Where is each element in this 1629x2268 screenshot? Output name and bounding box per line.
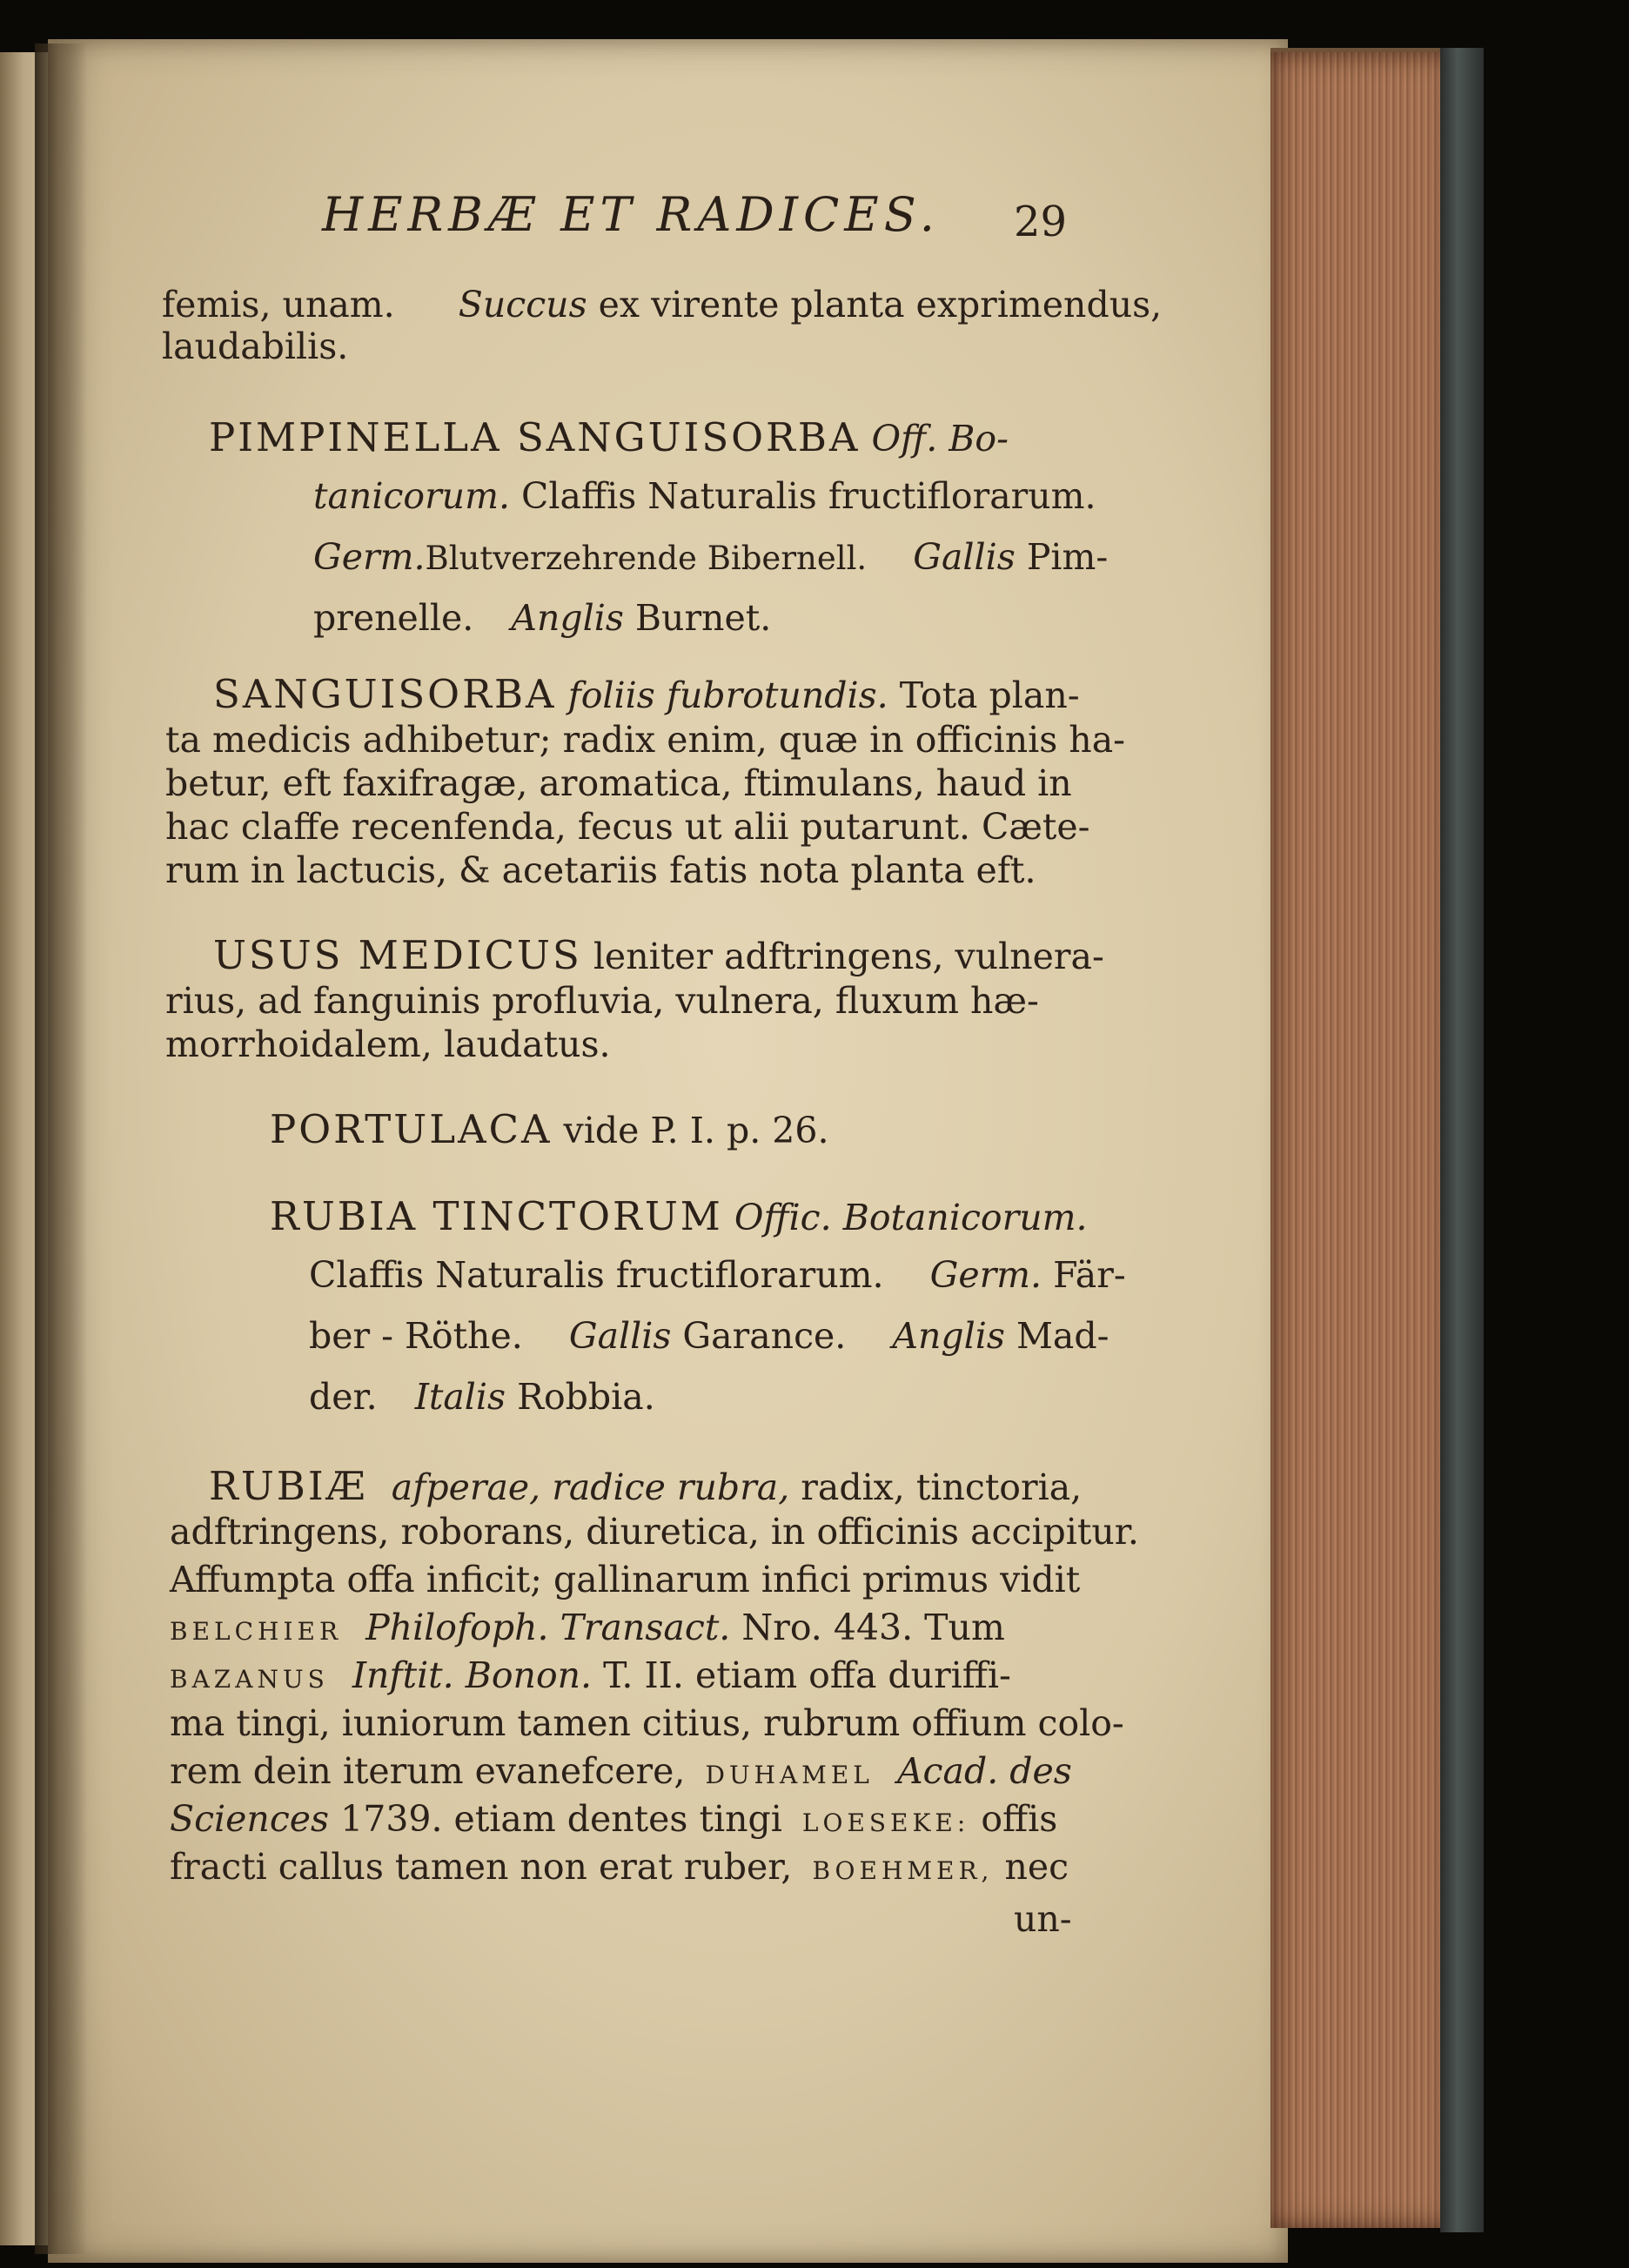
text-span-italic: tanicorum.: [313, 475, 511, 517]
text-span: radix, tinctoria,: [789, 1466, 1083, 1508]
text-span: Tota plan-: [888, 674, 1080, 716]
text-span-italic: Succus: [458, 284, 587, 325]
text-span: Mad-: [1004, 1315, 1109, 1357]
text-span: rem dein iterum evanefcere,: [170, 1750, 686, 1792]
text-span-italic: afperae, radice rubra,: [391, 1466, 790, 1508]
text-span-italic: Gallis: [913, 536, 1016, 578]
text-line: [170, 1654, 1011, 1696]
text-span: rum in lactucis, & acetariis fatis nota planta eft.: [165, 849, 1036, 891]
text-span: femis, unam.: [162, 284, 395, 325]
text-line: [165, 762, 1072, 804]
text-span: Claffis Naturalis fructiflorarum.: [309, 1254, 884, 1296]
text-line: [309, 1254, 1126, 1296]
text-line: [170, 1846, 1069, 1888]
text-line: [165, 849, 1036, 891]
text-span: leniter adftringens, vulnera-: [581, 936, 1104, 977]
text-span: un-: [1014, 1898, 1072, 1940]
entry-heading: [209, 414, 1009, 460]
catchword: [1014, 1898, 1072, 1940]
text-span: Claffis Naturalis fructiflorarum.: [510, 475, 1096, 517]
text-line: [165, 1023, 611, 1065]
text-span-italic: Inftit. Bonon.: [352, 1654, 593, 1696]
entry-term: RUBIÆ: [209, 1463, 368, 1509]
entry-heading: [213, 671, 1080, 717]
text-span-italic: Acad. des: [896, 1750, 1072, 1792]
text-span: 1739. etiam dentes tingi: [329, 1798, 782, 1840]
entry-heading: [270, 1193, 1088, 1239]
text-span-italic: Off. Bo-: [871, 418, 1009, 460]
text-span-italic: Anglis: [892, 1315, 1005, 1357]
text-span: Pim-: [1015, 536, 1109, 578]
text-span: Burnet.: [623, 597, 772, 639]
entry-term: RUBIA TINCTORUM: [270, 1193, 723, 1239]
text-span: offis: [969, 1798, 1058, 1840]
text-span-italic: Offic. Botanicorum.: [734, 1197, 1088, 1238]
running-header: HERBÆ ET RADICES.: [322, 187, 940, 242]
book-cover-edge: [1440, 48, 1484, 2232]
text-line: [162, 325, 349, 367]
text-line: [170, 1559, 1081, 1600]
page-gutter: [35, 44, 87, 2254]
entry-heading: [213, 932, 1104, 978]
entry-term: PIMPINELLA SANGUISORBA: [209, 414, 861, 460]
text-span: adftringens, roborans, diuretica, in officinis accipitur.: [170, 1511, 1139, 1553]
text-span: hac claffe recenfenda, fecus ut alii putarunt. Cæte-: [165, 806, 1090, 848]
text-line: [162, 284, 1163, 325]
text-line: [313, 536, 1109, 578]
text-span: fracti callus tamen non erat ruber,: [170, 1846, 793, 1888]
text-span: ta medicis adhibetur; radix enim, quæ in officinis ha-: [165, 719, 1125, 761]
text-line: [165, 980, 1039, 1022]
entry-heading: [209, 1463, 1083, 1509]
text-line: [170, 1511, 1139, 1553]
text-span-italic: Germ.: [929, 1254, 1042, 1296]
text-span: prenelle.: [313, 597, 474, 639]
entry-heading: [270, 1106, 829, 1152]
text-line: [313, 475, 1096, 517]
text-span: ma tingi, iuniorum tamen citius, rubrum offium colo-: [170, 1702, 1124, 1744]
entry-term: SANGUISORBA: [213, 671, 557, 717]
text-span: der.: [309, 1376, 378, 1418]
text-line: [309, 1315, 1109, 1357]
text-span-italic: Germ.: [313, 536, 426, 578]
text-line: [170, 1607, 1005, 1648]
text-line: [170, 1750, 1072, 1792]
text-span: ex virente planta exprimendus,: [587, 284, 1163, 325]
text-line: [165, 806, 1090, 848]
text-line: [170, 1702, 1124, 1744]
text-span: betur, eft faxifragæ, aromatica, ftimulans, haud in: [165, 762, 1072, 804]
text-span: Robbia.: [506, 1376, 655, 1418]
text-line: [309, 1376, 655, 1418]
text-line: [170, 1798, 1058, 1840]
text-span-italic: Italis: [414, 1376, 506, 1418]
author-name: DUHAMEL: [705, 1761, 874, 1789]
text-span: nec: [993, 1846, 1069, 1888]
text-span-italic: foliis fubrotundis.: [567, 674, 888, 716]
text-span: morrhoidalem, laudatus.: [165, 1023, 611, 1065]
text-span: ber - Röthe.: [309, 1315, 523, 1357]
text-line: [313, 597, 772, 639]
text-span-italic: Sciences: [170, 1798, 330, 1840]
entry-term: USUS MEDICUS: [213, 932, 582, 978]
page-fore-edges: [1270, 52, 1453, 2228]
author-name: LOESEKE:: [801, 1808, 970, 1837]
text-span: Affumpta offa inficit; gallinarum infici primus vidit: [170, 1559, 1081, 1600]
page-number: 29: [1014, 198, 1068, 246]
text-span: laudabilis.: [162, 325, 349, 367]
entry-term: PORTULACA: [270, 1106, 553, 1152]
text-span-italic: Gallis: [568, 1315, 672, 1357]
text-span: Fär-: [1042, 1254, 1126, 1296]
text-span-italic: Anglis: [511, 597, 624, 639]
text-span: Garance.: [671, 1315, 847, 1357]
text-span: T. II. etiam offa duriffi-: [592, 1654, 1011, 1696]
author-name: BAZANUS: [170, 1665, 329, 1694]
text-span: rius, ad fanguinis profluvia, vulnera, fluxum hæ-: [165, 980, 1039, 1022]
text-span: vide P. I. p. 26.: [552, 1110, 829, 1151]
author-name: BELCHIER: [170, 1617, 343, 1646]
author-name: BOEHMER,: [812, 1856, 994, 1885]
text-span-italic: Philofoph. Transact.: [365, 1607, 731, 1648]
text-span: Nro. 443. Tum: [730, 1607, 1005, 1648]
text-line: [165, 719, 1125, 761]
text-span: Blutverzehrende Bibernell.: [425, 540, 868, 577]
